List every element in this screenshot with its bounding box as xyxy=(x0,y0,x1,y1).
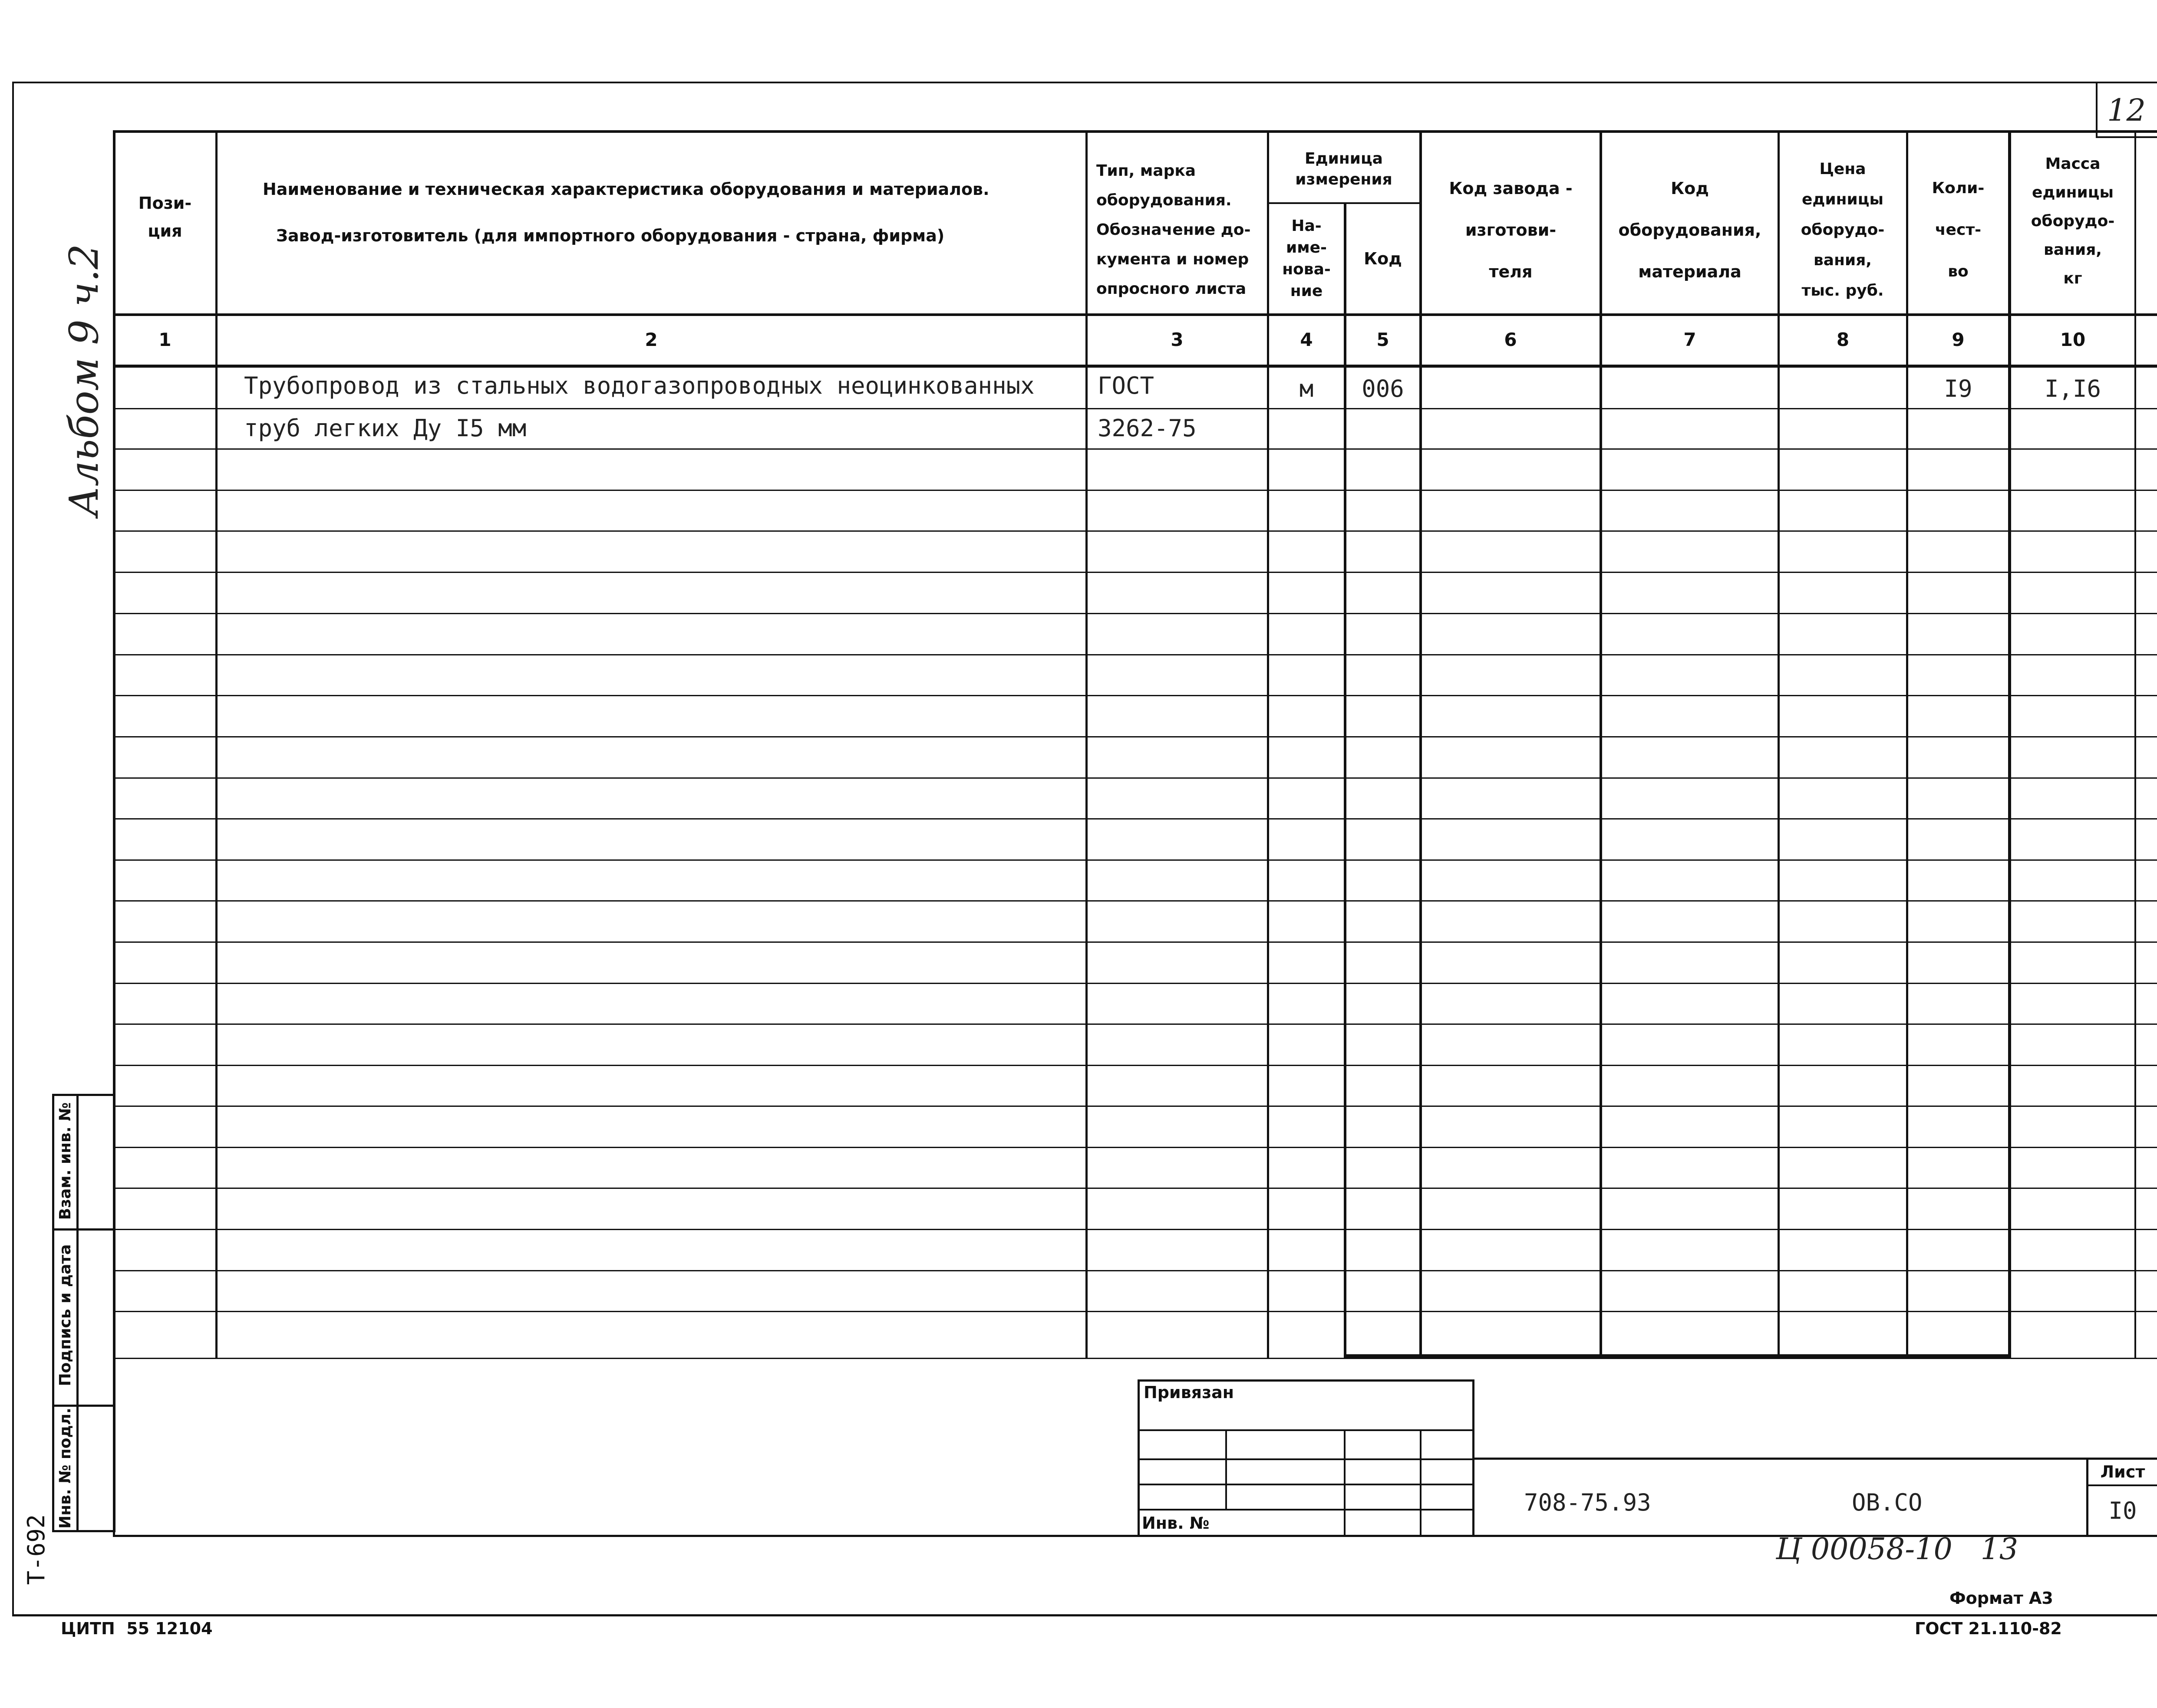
printer-label: ЦИТП 55 12104 xyxy=(61,1619,213,1638)
header-factory-code: Код завода - изготови- теля xyxy=(1449,179,1573,281)
row-1-unit: м xyxy=(1299,375,1314,402)
gost-label: ГОСТ 21.110-82 xyxy=(1915,1619,2062,1638)
privyazan-label: Привязан xyxy=(1144,1383,1234,1402)
row-2-name: труб легких Ду I5 мм xyxy=(244,415,527,442)
header-equipment-code: Код оборудования, материала xyxy=(1618,179,1761,281)
side-stamp-vzam: Взам. инв. № xyxy=(56,1102,74,1220)
row-1-type: ГОСТ xyxy=(1098,372,1154,399)
header-name-line1: Наименование и техническая характеристика оборудования и материалов. xyxy=(263,180,989,199)
col-number: 2 xyxy=(645,329,658,350)
header-unit-group: Единица измерения xyxy=(1295,150,1392,188)
row-2-type: 3262-75 xyxy=(1098,415,1197,442)
sheet-corner-number: 12 xyxy=(2107,92,2146,128)
format-label: Формат А3 xyxy=(1949,1589,2053,1608)
row-1-mass: I,I6 xyxy=(2044,375,2101,402)
side-stamp-podpis: Подпись и дата xyxy=(56,1244,74,1386)
col-number: 1 xyxy=(158,329,172,350)
row-1-name: Трубопровод из стальных водогазопроводных неоцинкованных xyxy=(244,372,1035,399)
doc-code: 708-75.93 xyxy=(1524,1489,1651,1516)
row-1-qty: I9 xyxy=(1944,375,1972,402)
handwritten-number: Ц 00058-10 13 xyxy=(1776,1532,2018,1566)
list-label: Лист xyxy=(2100,1462,2145,1481)
list-value: I0 xyxy=(2108,1497,2137,1524)
side-stamp-inv-podl: Инв. № подл. xyxy=(56,1408,74,1529)
side-code: Т-692 xyxy=(23,1514,50,1585)
col-number: 3 xyxy=(1171,329,1184,350)
header-unit-name: На- име- нова- ние xyxy=(1282,217,1331,300)
col-number: 6 xyxy=(1504,329,1517,350)
col-number: 4 xyxy=(1300,329,1313,350)
header-mass: Масса единицы оборудо- вания, кг xyxy=(2031,155,2115,287)
col-number: 7 xyxy=(1683,329,1696,350)
col-number: 8 xyxy=(1836,329,1850,350)
row-1-code: 006 xyxy=(1362,375,1404,402)
col-number: 9 xyxy=(1952,329,1965,350)
col-number: 10 xyxy=(2060,329,2086,350)
header-unit-code: Код xyxy=(1364,249,1402,268)
album-note: Альбом 9 ч.2 xyxy=(61,244,107,517)
col-number: 5 xyxy=(1376,329,1389,350)
header-position: Пози- ция xyxy=(138,194,192,240)
header-price: Цена единицы оборудо- вания, тыс. руб. xyxy=(1801,160,1885,299)
header-quantity: Коли- чест- во xyxy=(1932,179,1985,280)
inv-no-label: Инв. № xyxy=(1142,1514,1210,1533)
header-type: Тип, марка оборудования. Обозначение до- кумента и номер опросного листа xyxy=(1096,162,1251,298)
header-name-line2: Завод-изготовитель (для импортного оборудования - страна, фирма) xyxy=(276,226,945,245)
doc-section: ОВ.СО xyxy=(1852,1489,1923,1516)
